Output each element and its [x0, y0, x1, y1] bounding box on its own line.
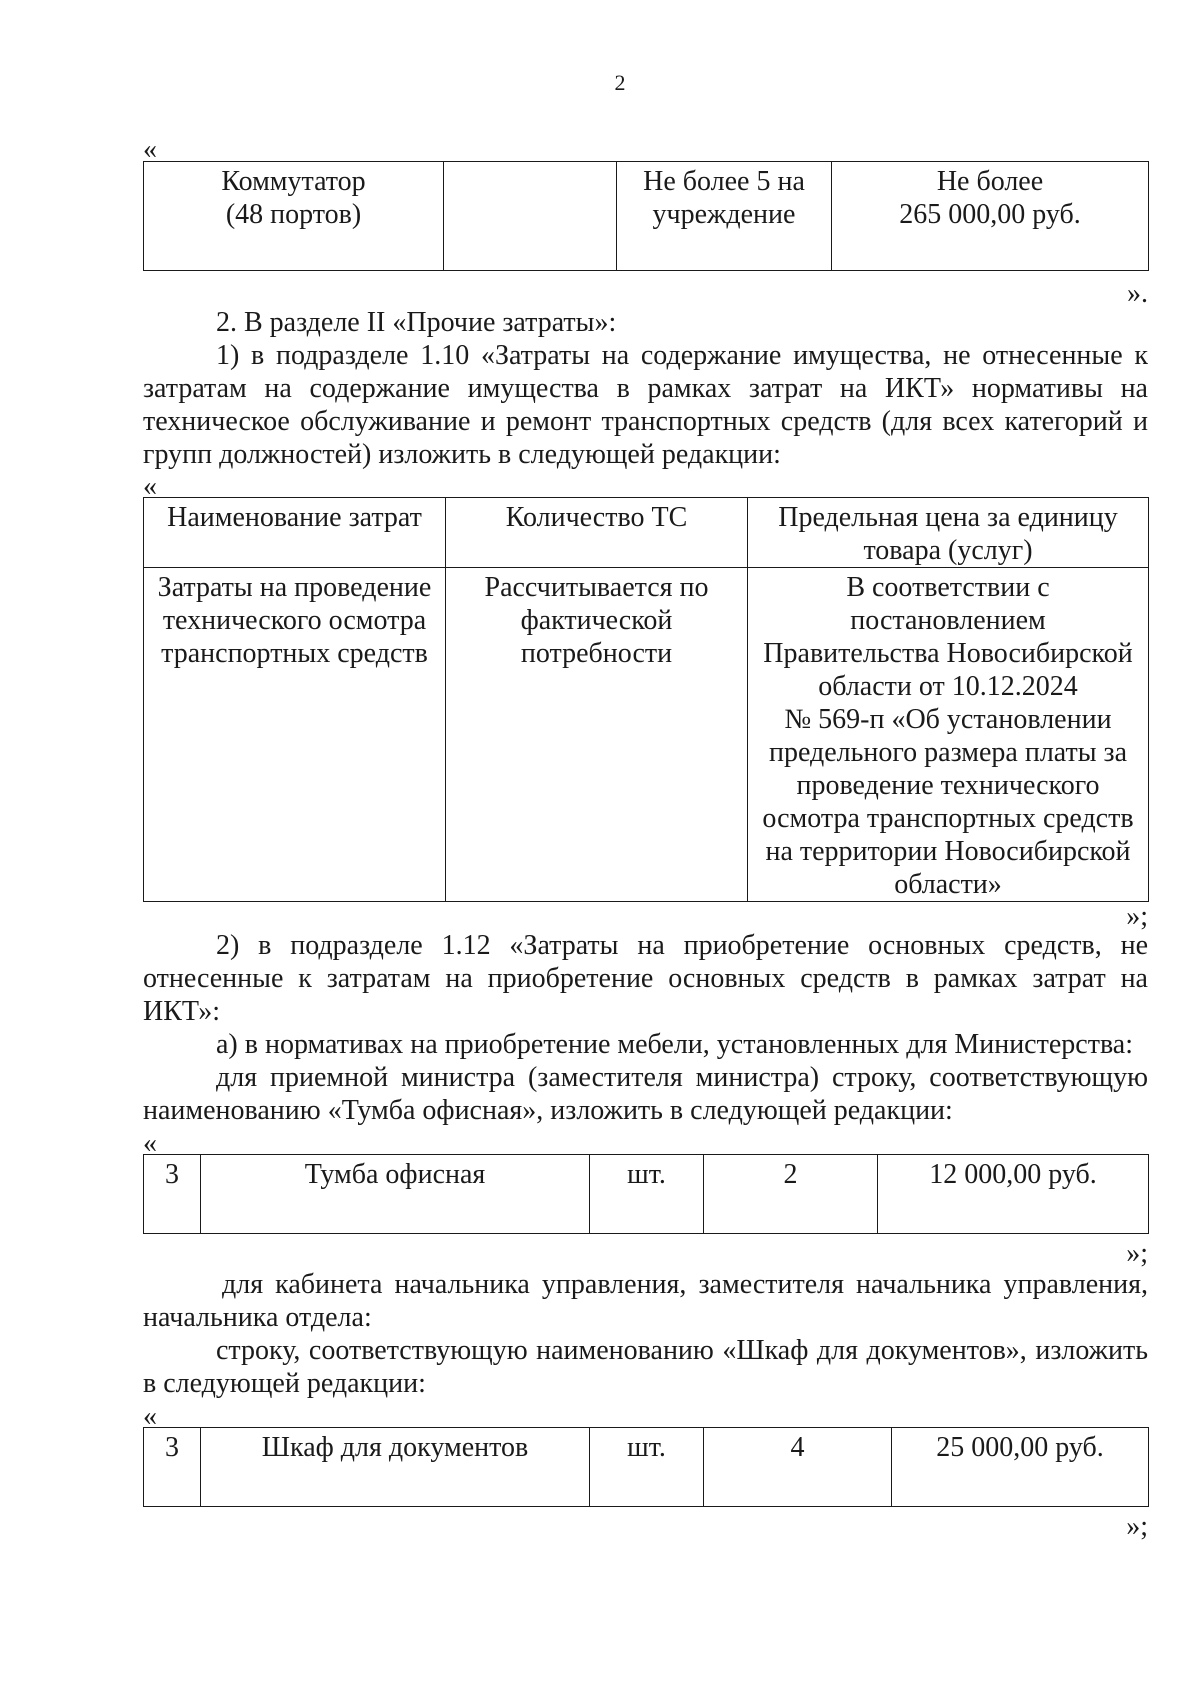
paragraph-line: 1) в подразделе 1.10 «Затраты на содержание имущества, не отнесенные к [216, 340, 1148, 371]
table-vehicle-inspection [143, 497, 1149, 902]
column-header: Количество ТС [446, 498, 748, 568]
column-header: Предельная цена за единицу товара (услуг) [748, 498, 1149, 568]
table-row [144, 1428, 1149, 1507]
quote-open-4: « [143, 1401, 157, 1432]
column-header: Наименование затрат [144, 498, 446, 568]
quote-close-4: »; [1126, 1511, 1148, 1542]
quote-open-1: « [143, 134, 157, 165]
table-cell: Коммутатор (48 портов) [144, 162, 444, 271]
paragraph-line: затратам на содержание имущества в рамках затрат на ИКТ» нормативы на [143, 373, 1148, 404]
table-cell: шт. [590, 1428, 704, 1507]
table-cell: Не более 265 000,00 руб. [832, 162, 1149, 271]
table-cell: Рассчитывается по фактической потребности [446, 568, 748, 902]
page-number: 2 [614, 70, 626, 95]
paragraph-line: отнесенные к затратам на приобретение основных средств в рамках затрат на [143, 963, 1148, 994]
paragraph-line: а) в нормативах на приобретение мебели, установленных для Министерства: [216, 1029, 1133, 1060]
table-cell: 3 [144, 1428, 201, 1507]
quote-close-3: »; [1126, 1238, 1148, 1269]
table-cell: Затраты на проведение технического осмотра транспортных средств [144, 568, 446, 902]
quote-open-3: « [143, 1128, 157, 1159]
table-cell: Не более 5 на учреждение [617, 162, 832, 271]
table-cell: 12 000,00 руб. [878, 1155, 1149, 1234]
paragraph-line: техническое обслуживание и ремонт транспортных средств (для всех категорий и [143, 406, 1148, 437]
paragraph-line: наименованию «Тумба офисная», изложить в следующей редакции: [143, 1095, 953, 1126]
section-heading: 2. В разделе II «Прочие затраты»: [216, 307, 617, 338]
table-office-cabinet [143, 1154, 1149, 1234]
paragraph-line: строку, соответствующую наименованию «Шкаф для документов», изложить [216, 1335, 1148, 1366]
table-document-cabinet [143, 1427, 1149, 1507]
table-row [144, 1155, 1149, 1234]
table-cell [444, 162, 617, 271]
paragraph-line: групп должностей) изложить в следующей редакции: [143, 439, 781, 470]
paragraph-line: начальника отдела: [143, 1302, 372, 1333]
table-header-row [144, 498, 1149, 568]
table-cell: 3 [144, 1155, 201, 1234]
paragraph-line: ИКТ»: [143, 996, 221, 1027]
table-cell: Шкаф для документов [201, 1428, 590, 1507]
paragraph-line: для приемной министра (заместителя министра) строку, соответствующую [216, 1062, 1148, 1093]
table-cell: В соответствии с постановлением Правительства Новосибирской области от 10.12.2024 № 569-п «Об установлении предельного размера платы за проведение технического осмотра транспортных средств на территории Новосибирской области» [748, 568, 1149, 902]
table-cell: 25 000,00 руб. [892, 1428, 1149, 1507]
table-cell: Тумба офисная [201, 1155, 590, 1234]
paragraph-line: для кабинета начальника управления, заместителя начальника управления, [222, 1269, 1148, 1300]
table-row [144, 162, 1149, 271]
table-row [144, 568, 1149, 902]
table-switch [143, 161, 1149, 271]
paragraph-line: в следующей редакции: [143, 1368, 426, 1399]
table-cell: 4 [704, 1428, 892, 1507]
quote-close-2: »; [1126, 901, 1148, 932]
table-cell: шт. [590, 1155, 704, 1234]
quote-open-2: « [143, 471, 157, 502]
quote-close-1: ». [1127, 278, 1148, 309]
table-cell: 2 [704, 1155, 878, 1234]
paragraph-line: 2) в подразделе 1.12 «Затраты на приобретение основных средств, не [216, 930, 1148, 961]
